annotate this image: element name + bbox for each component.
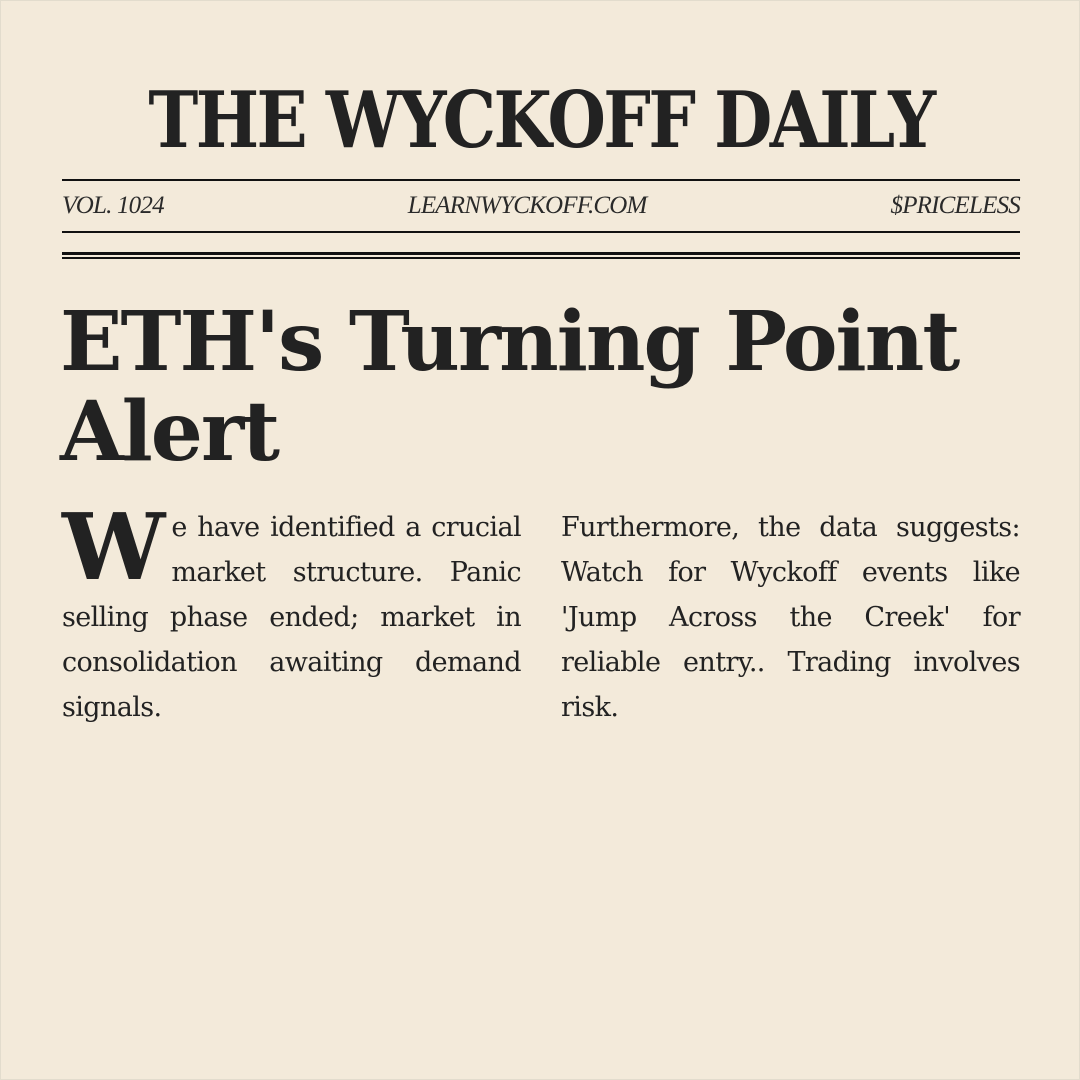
website-label: LEARNWYCKOFF.COM (407, 192, 647, 219)
price-label: $PRICELESS (890, 192, 1020, 219)
masthead-top-rule (62, 179, 1020, 181)
article-column-left (62, 493, 521, 730)
masthead-title: THE WYCKOFF DAILY (148, 75, 934, 166)
masthead-meta-bar (62, 189, 1020, 223)
volume-label: VOL. 1024 (62, 192, 164, 219)
drop-cap: W (62, 493, 164, 601)
double-rule-thin (62, 257, 1020, 259)
column-left-text: e have identified a crucial market structure. Panic selling phase ended; market in consolidation awaiting demand signals. (62, 512, 521, 723)
column-right-text: Furthermore, the data suggests: Watch for Wyckoff events like 'Jump Across the Creek' for reliable entry.. Trading involves risk. (561, 512, 1020, 723)
masthead-bottom-rule (62, 231, 1020, 233)
article-headline: ETH's Turning Point Alert (60, 294, 959, 480)
double-rule-thick (62, 252, 1020, 255)
article-column-right (561, 505, 1020, 730)
article-body (62, 493, 1020, 730)
